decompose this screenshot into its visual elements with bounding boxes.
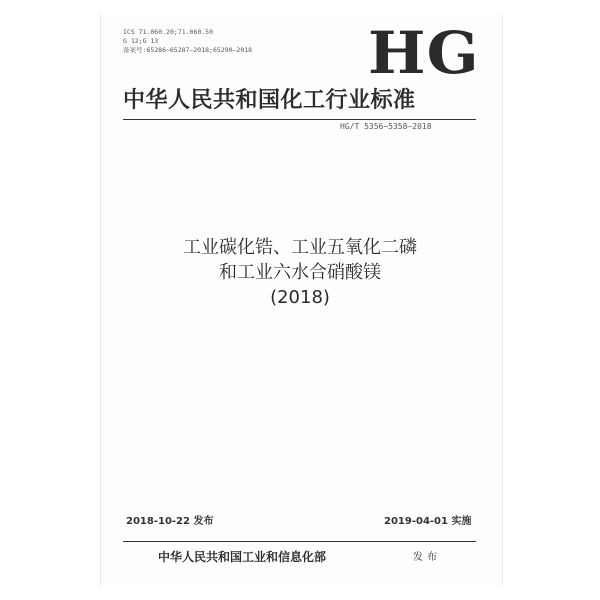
publish-label: 发布	[413, 552, 441, 563]
standard-category: 中华人民共和国化工行业标准	[123, 88, 416, 113]
standard-number: HG/T 5356~5358—2018	[340, 122, 432, 131]
release-date: 2018-10-22 发布	[126, 516, 214, 527]
header-divider	[123, 119, 476, 120]
document-title-line-1: 工业碳化锆、工业五氧化二磷	[183, 237, 417, 258]
hg-logo: HG	[368, 19, 480, 87]
ccs-code: G 12;G 13	[123, 37, 159, 45]
filing-number: 备案号:65286~65287—2018;65290—2018	[123, 46, 253, 54]
footer-divider	[123, 541, 476, 542]
publisher-name: 中华人民共和国工业和信息化部	[158, 550, 327, 564]
implement-date: 2019-04-01 实施	[384, 516, 472, 527]
document-title-year: (2018)	[270, 287, 330, 308]
document-title-line-2: 和工业六水合硝酸镁	[219, 262, 381, 283]
ics-code: ICS 71.060.20;71.060.50	[123, 28, 214, 36]
